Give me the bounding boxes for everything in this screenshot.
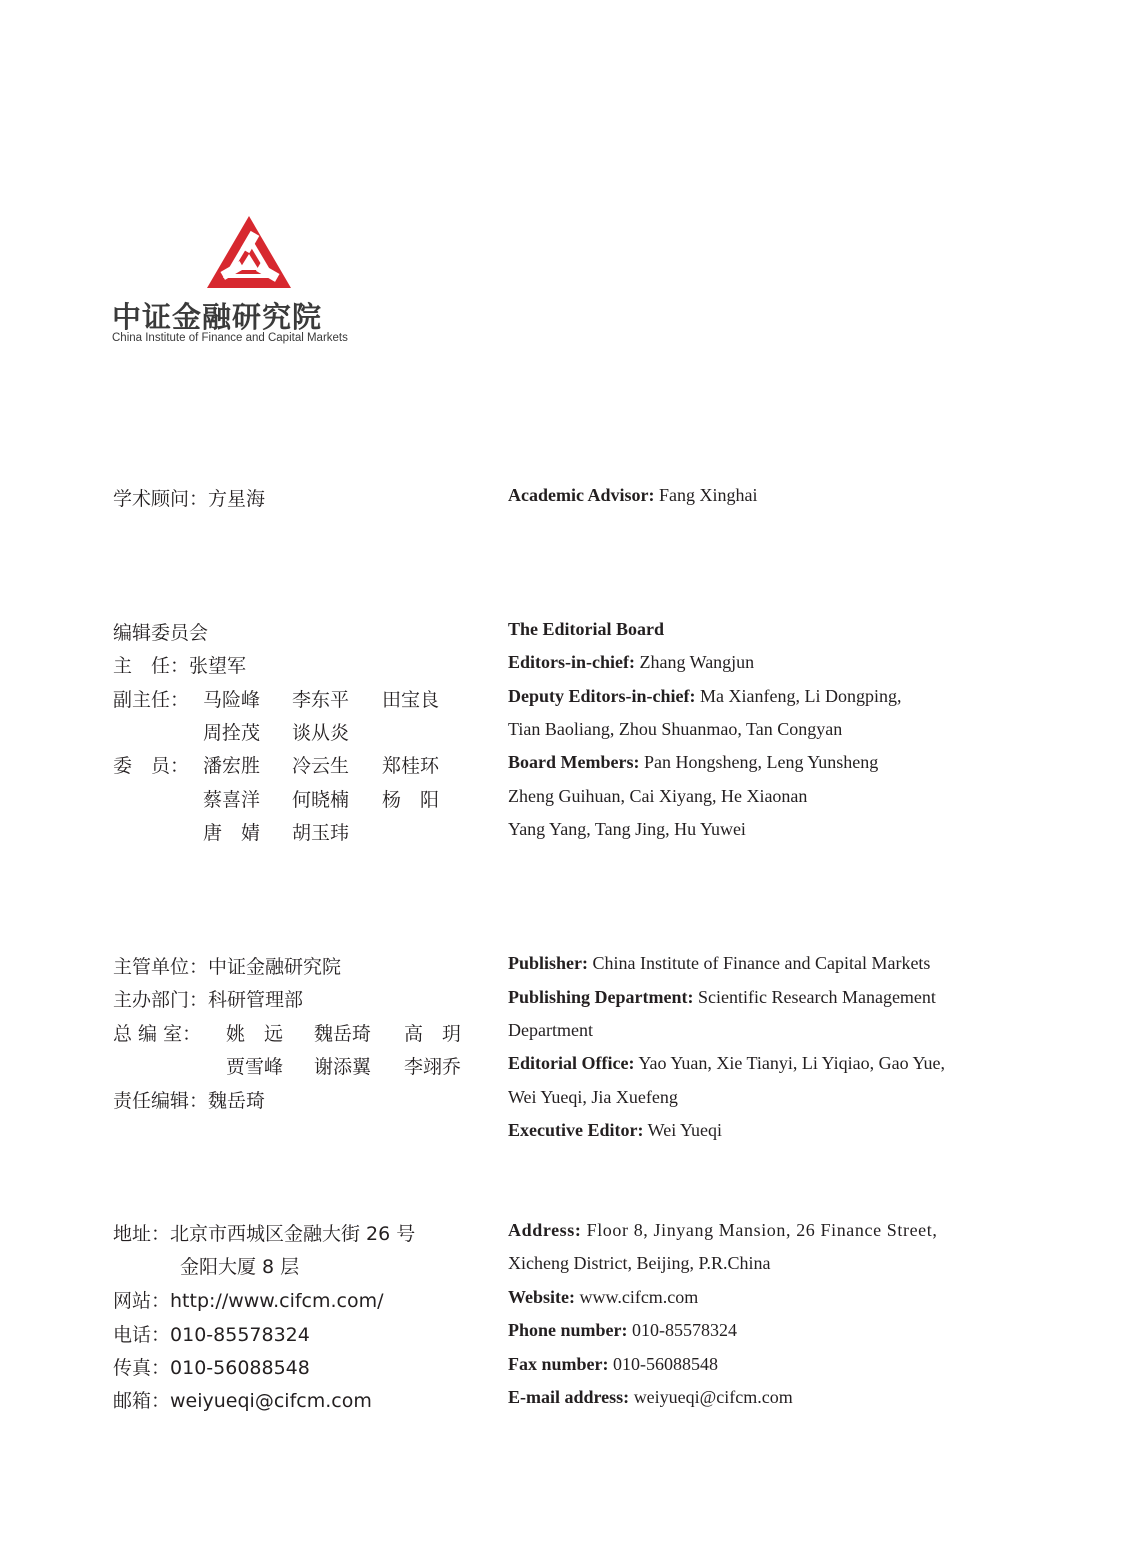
board-en-members-line2: Zheng Guihuan, Cai Xiyang, He Xiaonan <box>508 786 808 806</box>
contact-en-email-label: E-mail address: <box>508 1387 630 1407</box>
board-zh-member-8: 胡玉玮 <box>292 822 350 844</box>
contact-en-fax <box>508 1354 718 1375</box>
contact-zh-email-link[interactable]: weiyueqi@cifcm.com <box>170 1390 372 1412</box>
pub-zh-office-2: 魏岳琦 <box>314 1023 372 1045</box>
board-zh-chief-label: 主 任： <box>113 655 190 677</box>
pub-zh-editor-label: 责任编辑： <box>113 1090 209 1112</box>
board-zh-title: 编辑委员会 <box>113 622 209 644</box>
pub-en-office-line1 <box>508 1053 945 1074</box>
board-zh-deputy-label: 副主任： <box>113 689 190 711</box>
pub-en-dept-line2: Department <box>508 1020 593 1040</box>
contact-zh-website <box>113 1286 384 1313</box>
contact-en-email <box>508 1387 793 1408</box>
pub-zh-unit <box>113 952 341 979</box>
pub-zh-unit-label: 主管单位： <box>113 956 209 978</box>
board-en-members-line1 <box>508 752 878 773</box>
board-zh-member-2: 冷云生 <box>292 755 350 777</box>
board-en-members-label: Board Members: <box>508 752 640 772</box>
advisor-en-label: Academic Advisor: <box>508 485 655 505</box>
board-zh-member-4: 蔡喜洋 <box>203 789 261 811</box>
advisor-zh-value: 方星海 <box>208 488 266 510</box>
pub-en-editor <box>508 1120 722 1141</box>
contact-zh-fax <box>113 1353 310 1380</box>
board-en-deputy-1: Ma Xianfeng, Li Dongping, <box>700 686 902 706</box>
advisor-en-value: Fang Xinghai <box>658 485 758 505</box>
pub-en-publisher-value: China Institute of Finance and Capital Markets <box>592 953 931 973</box>
logo-name-en: China Institute of Finance and Capital Markets <box>112 332 348 344</box>
contact-zh-fax-value: 010-56088548 <box>170 1357 310 1379</box>
pub-en-office-line2: Wei Yueqi, Jia Xuefeng <box>508 1087 678 1107</box>
pub-zh-unit-value: 中证金融研究院 <box>208 956 342 978</box>
contact-zh-address-line1 <box>113 1219 415 1246</box>
pub-zh-dept-value: 科研管理部 <box>208 989 304 1011</box>
pub-zh-dept-label: 主办部门： <box>113 989 209 1011</box>
contact-en-address-line1 <box>508 1220 937 1241</box>
contact-zh-phone-value: 010-85578324 <box>170 1324 310 1346</box>
board-zh-deputy-5: 谈从炎 <box>292 722 350 744</box>
pub-zh-office-5: 谢添翼 <box>314 1056 372 1078</box>
board-zh-members-label: 委 员： <box>113 755 190 777</box>
pub-zh-dept <box>113 985 303 1012</box>
pub-zh-office-label: 总 编 室： <box>113 1023 202 1045</box>
pub-zh-office-1: 姚 远 <box>226 1023 284 1045</box>
pub-zh-office-3: 高 玥 <box>404 1023 462 1045</box>
board-zh-deputy-3: 田宝良 <box>382 689 440 711</box>
board-zh-member-3: 郑桂环 <box>382 755 440 777</box>
board-zh-chief <box>113 651 246 678</box>
pub-en-dept-line1 <box>508 987 936 1008</box>
contact-en-website-link[interactable]: www.cifcm.com <box>579 1287 699 1307</box>
pub-zh-editor-value: 魏岳琦 <box>208 1090 266 1112</box>
pub-en-office-1: Yao Yuan, Xie Tianyi, Li Yiqiao, Gao Yue, <box>638 1053 945 1073</box>
board-en-title <box>508 619 664 640</box>
contact-en-address-label: Address: <box>508 1220 582 1240</box>
board-en-members-line3: Yang Yang, Tang Jing, Hu Yuwei <box>508 819 746 839</box>
board-en-deputy-label: Deputy Editors-in-chief: <box>508 686 696 706</box>
board-zh-deputy-2: 李东平 <box>292 689 350 711</box>
pub-en-office-label: Editorial Office: <box>508 1053 635 1073</box>
board-en-chief <box>508 652 754 673</box>
board-zh-deputy-1: 马险峰 <box>203 689 261 711</box>
logo-name-zh: 中证金融研究院 <box>112 300 323 334</box>
board-en-deputy-line1 <box>508 686 901 707</box>
contact-zh-email-label: 邮箱： <box>113 1390 171 1412</box>
contact-en-address-line2: Xicheng District, Beijing, P.R.China <box>508 1253 771 1273</box>
contact-zh-phone <box>113 1320 310 1347</box>
advisor-en <box>508 485 757 506</box>
pub-zh-editor <box>113 1086 265 1113</box>
contact-zh-address-1: 北京市西城区金融大街 26 号 <box>170 1223 416 1245</box>
contact-en-fax-label: Fax number: <box>508 1354 609 1374</box>
contact-en-website <box>508 1287 698 1308</box>
contact-zh-website-link[interactable]: http://www.cifcm.com/ <box>170 1290 384 1312</box>
board-zh-member-6: 杨 阳 <box>382 789 440 811</box>
contact-zh-website-label: 网站： <box>113 1290 171 1312</box>
contact-zh-fax-label: 传真： <box>113 1357 171 1379</box>
contact-zh-address-line2: 金阳大厦 8 层 <box>180 1256 300 1278</box>
pub-en-publisher <box>508 953 930 974</box>
pub-zh-office-4: 贾雪峰 <box>226 1056 284 1078</box>
board-zh-deputy-4: 周拴茂 <box>203 722 261 744</box>
contact-zh-email <box>113 1386 372 1413</box>
contact-zh-address-label: 地址： <box>113 1223 171 1245</box>
pub-en-editor-value: Wei Yueqi <box>647 1120 723 1140</box>
contact-en-phone-label: Phone number: <box>508 1320 628 1340</box>
board-en-chief-label: Editors-in-chief: <box>508 652 635 672</box>
pub-en-publisher-label: Publisher: <box>508 953 589 973</box>
board-en-deputy-line2: Tian Baoliang, Zhou Shuanmao, Tan Congyan <box>508 719 843 739</box>
contact-en-address-1: Floor 8, Jinyang Mansion, 26 Finance Street, <box>586 1220 938 1240</box>
board-en-title-text: The Editorial Board <box>508 619 665 639</box>
board-en-members-1: Pan Hongsheng, Leng Yunsheng <box>643 752 879 772</box>
contact-en-phone <box>508 1320 737 1341</box>
contact-en-phone-value: 010-85578324 <box>632 1320 738 1340</box>
pub-en-editor-label: Executive Editor: <box>508 1120 644 1140</box>
cifcm-logo-icon <box>207 216 291 288</box>
contact-zh-phone-label: 电话： <box>113 1324 171 1346</box>
contact-en-fax-value: 010-56088548 <box>613 1354 718 1374</box>
board-zh-member-5: 何晓楠 <box>292 789 350 811</box>
board-zh-chief-name: 张望军 <box>189 655 247 677</box>
board-zh-member-7: 唐 婧 <box>203 822 261 844</box>
board-en-chief-name: Zhang Wangjun <box>639 652 755 672</box>
contact-en-email-link[interactable]: weiyueqi@cifcm.com <box>633 1387 793 1407</box>
pub-en-dept-1: Scientific Research Management <box>698 987 936 1007</box>
pub-en-dept-label: Publishing Department: <box>508 987 694 1007</box>
contact-en-website-label: Website: <box>508 1287 575 1307</box>
pub-zh-office-6: 李翊乔 <box>404 1056 462 1078</box>
advisor-zh <box>113 484 265 511</box>
advisor-zh-label: 学术顾问： <box>113 488 209 510</box>
board-zh-member-1: 潘宏胜 <box>203 755 261 777</box>
